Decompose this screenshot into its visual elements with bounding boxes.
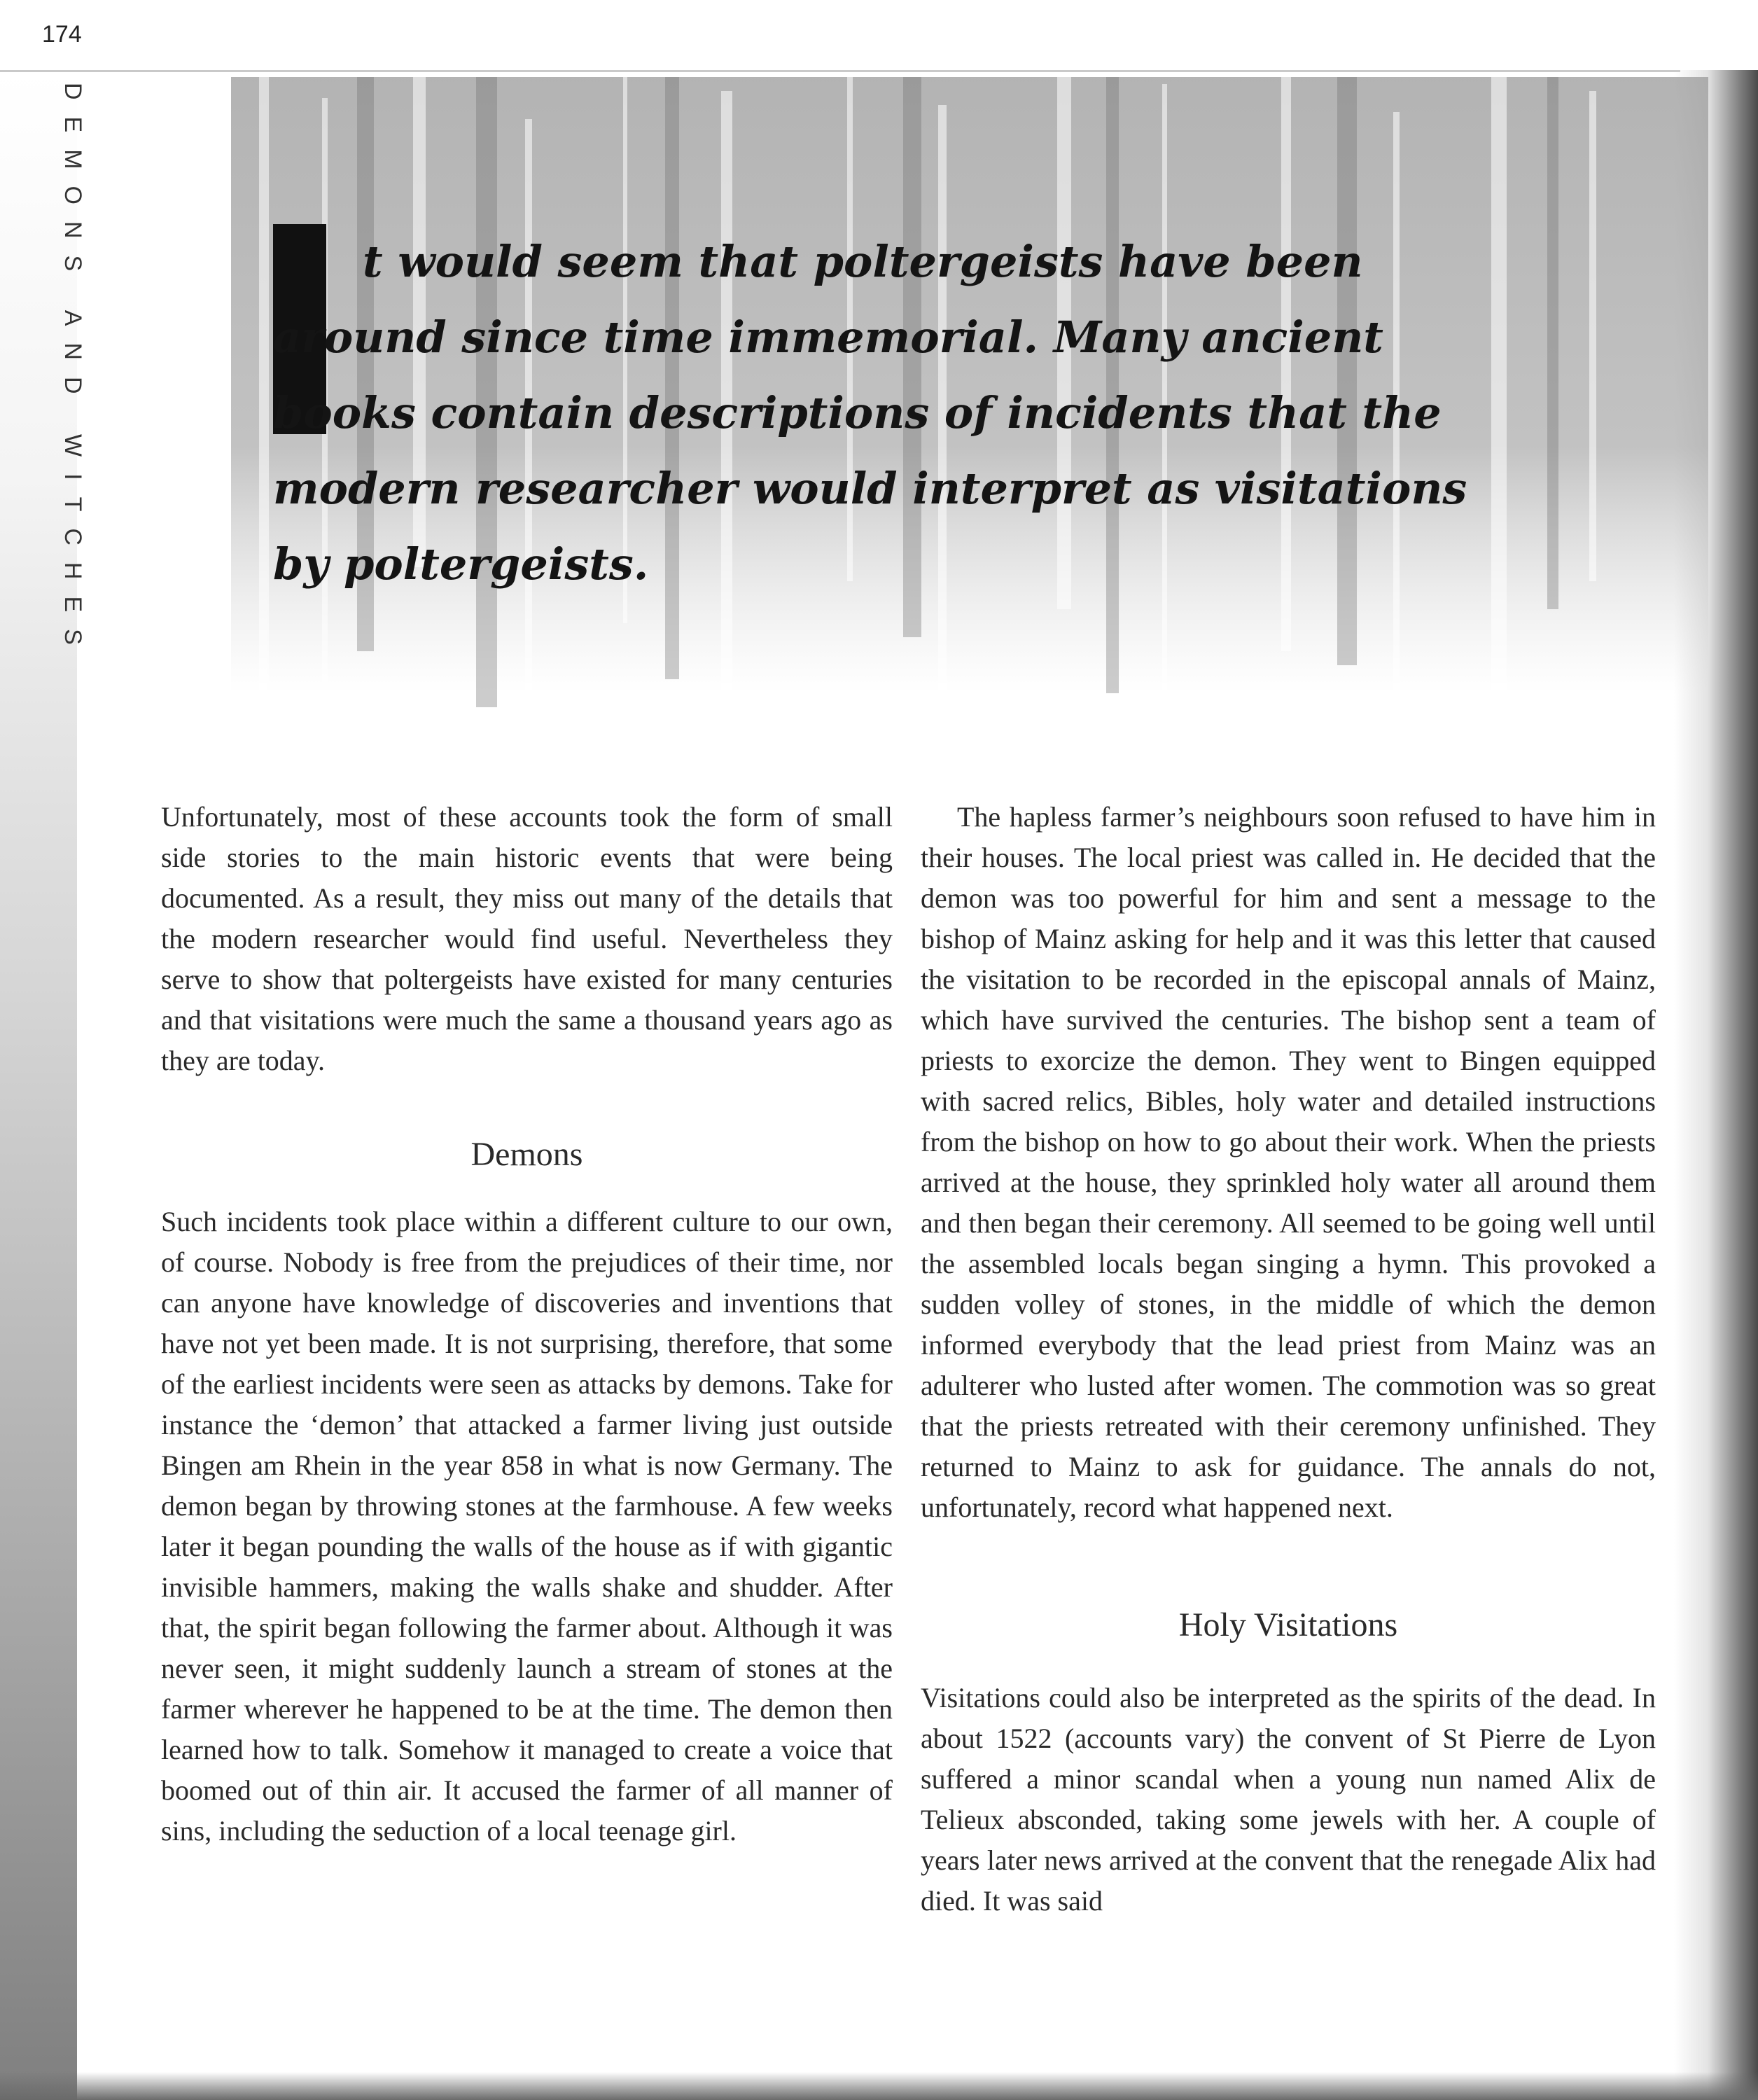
right-column [921,797,1656,1921]
section-heading-holy-visitations: Holy Visitations [1178,1606,1398,1643]
header-rule [0,70,1680,72]
page-bottom-shadow [0,2072,1758,2100]
farmer-paragraph: The hapless farmer’s neighbours soon refused to have him in their houses. The local priest was called in. He decided that the demon was too powerful for him and sent a message to the bishop of Mainz asking for help and it was this letter that caused the visitation to be recorded in the episcopal annals of Mainz, which have survived the centuries. The bishop sent a team of priests to exorcize the demon. They went to Bingen equipped with sacred relics, Bibles, holy water and detailed instructions from the bishop on how to go about their work. When the priests arrived at the house, they sprinkled holy water all around them and then began their ceremony. All seemed to be going well until the assembled locals began singing a hymn. This provoked a sudden volley of stones, in the middle of which the demon informed everybody that the lead priest from Mainz was an adulterer who lusted after women. The commotion was so great that the priests retreated with their ceremony unfinished. They returned to Mainz to ask for guidance. The annals do not, unfortunately, record what happened next. [921,801,1656,1523]
left-column [161,797,893,1851]
intro-paragraph: Unfortunately, most of these accounts took the form of small side stories to the main historic events that were being documented. As a result, they miss out many of the details that the modern researcher would find useful. Nevertheless they serve to show that poltergeists have existed for many centuries and that visitations were much the same a thousand years ago as they are today. [161,801,893,1076]
running-head: DEMONS AND WITCHES [60,83,86,662]
page-number: 174 [42,21,82,48]
visitations-paragraph: Visitations could also be interpreted as the spirits of the dead. In about 1522 (accounts vary) the convent of St Pierre de Lyon suffered a minor scandal when a young nun named Alix de Telieux absconded, taking some jewels with her. A couple of years later news arrived at the convent that the renegade Alix had died. It was said [921,1682,1656,1917]
section-heading-demons: Demons [470,1136,583,1173]
demons-paragraph: Such incidents took place within a different culture to our own, of course. Nobody is free from the prejudices of their time, nor can anyone have knowledge of discoveries and inventions that have not yet been made. It is not surprising, therefore, that some of the earliest incidents were seen as attacks by demons. Take for instance the ‘demon’ that attacked a farmer living just outside Bingen am Rhein in the year 858 in what is now Germany. The demon began by throwing stones at the farmhouse. A few weeks later it began pounding the walls of the house as if with gigantic invisible hammers, making the walls shake and shudder. After that, the spirit began following the farmer about. Although it was never seen, it might suddenly launch a stream of stones at the farmer wherever he happened to be at the time. The demon then learned how to talk. Somehow it managed to create a voice that boomed out of thin air. It accused the farmer of all manner of sins, including the seduction of a local teenage girl. [161,1206,893,1847]
pull-quote: t would seem that poltergeists have been around since time immemorial. Many ancient books contain descriptions of incidents that the modern researcher would interpret as visitations by poltergeists. [273,236,1467,590]
